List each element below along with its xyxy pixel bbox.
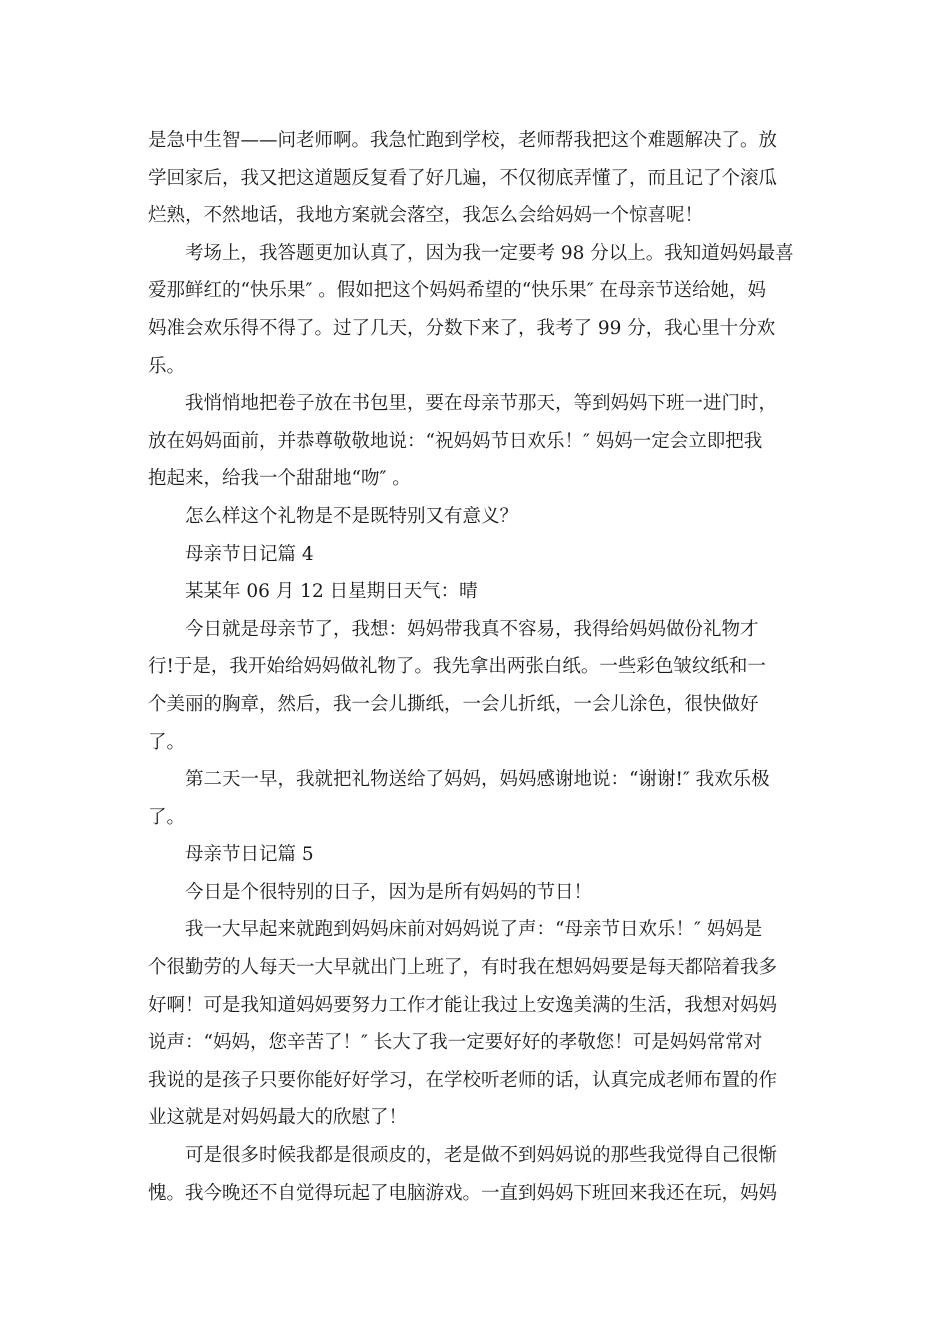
text-line: 行!于是，我开始给妈妈做礼物了。我先拿出两张白纸。一些彩色皱纹纸和一 bbox=[148, 656, 766, 678]
text-line: 可是很多时候我都是很顽皮的，老是做不到妈妈说的那些我觉得自己很惭 bbox=[185, 1145, 778, 1167]
text-line: 放在妈妈面前，并恭尊敬敬地说：“祝妈妈节日欢乐！″ 妈妈一定会立即把我 bbox=[148, 430, 763, 452]
text-line: 我一大早起来就跑到妈妈床前对妈妈说了声：“母亲节日欢乐！″ 妈妈是 bbox=[185, 919, 763, 941]
text-line: 了。 bbox=[148, 806, 186, 828]
text-line: 今日是个很特别的日子，因为是所有妈妈的节日！ bbox=[185, 881, 593, 903]
text-line: 个很勤劳的人每天一大早就出门上班了，有时我在想妈妈要是每天都陪着我多 bbox=[148, 957, 778, 979]
document-body bbox=[148, 122, 808, 1212]
text-line: 好啊！可是我知道妈妈要努力工作才能让我过上安逸美满的生活，我想对妈妈 bbox=[148, 994, 778, 1016]
text-line: 某某年 06 月 12 日星期日天气：晴 bbox=[185, 581, 478, 603]
text-line: 我悄悄地把卷子放在书包里，要在母亲节那天，等到妈妈下班一进门时， bbox=[185, 393, 778, 415]
text-line: 我说的是孩子只要你能好好学习，在学校听老师的话，认真完成老师布置的作 bbox=[148, 1069, 778, 1091]
text-line: 说声：“妈妈，您辛苦了！″ 长大了我一定要好好的孝敬您！可是妈妈常常对 bbox=[148, 1032, 763, 1054]
text-line: 是急中生智——问老师啊。我急忙跑到学校，老师帮我把这个难题解决了。放 bbox=[148, 130, 778, 151]
text-line: 愧。我今晚还不自觉得玩起了电脑游戏。一直到妈妈下班回来我还在玩，妈妈 bbox=[148, 1182, 778, 1204]
text-line: 了。 bbox=[148, 731, 186, 753]
text-line: 烂熟，不然地话，我地方案就会落空，我怎么会给妈妈一个惊喜呢！ bbox=[148, 205, 704, 227]
text-line: 第二天一早，我就把礼物送给了妈妈，妈妈感谢地说：“谢谢!″ 我欢乐极 bbox=[185, 769, 770, 791]
text-line: 业这就是对妈妈最大的欣慰了！ bbox=[148, 1107, 408, 1129]
text-line: 抱起来，给我一个甜甜地“吻″ 。 bbox=[148, 468, 411, 490]
text-line: 爱那鲜红的“快乐果″ 。假如把这个妈妈希望的“快乐果″ 在母亲节送给她，妈 bbox=[148, 280, 767, 302]
text-line: 学回家后，我又把这道题反复看了好几遍，不仅彻底弄懂了，而且记了个滚瓜 bbox=[148, 167, 778, 189]
text-line: 乐。 bbox=[148, 355, 186, 377]
text-line: 今日就是母亲节了，我想：妈妈带我真不容易，我得给妈妈做份礼物才 bbox=[185, 618, 759, 640]
text-line: 母亲节日记篇 5 bbox=[185, 844, 314, 866]
text-line: 妈准会欢乐得不得了。过了几天，分数下来了，我考了 99 分，我心里十分欢 bbox=[148, 317, 776, 339]
text-line: 怎么样这个礼物是不是既特别又有意义？ bbox=[185, 505, 519, 527]
text-line: 考场上，我答题更加认真了，因为我一定要考 98 分以上。我知道妈妈最喜 bbox=[185, 242, 794, 264]
text-line: 个美丽的胸章，然后，我一会儿撕纸，一会儿折纸，一会儿涂色，很快做好 bbox=[148, 693, 759, 715]
text-line: 母亲节日记篇 4 bbox=[185, 543, 314, 565]
